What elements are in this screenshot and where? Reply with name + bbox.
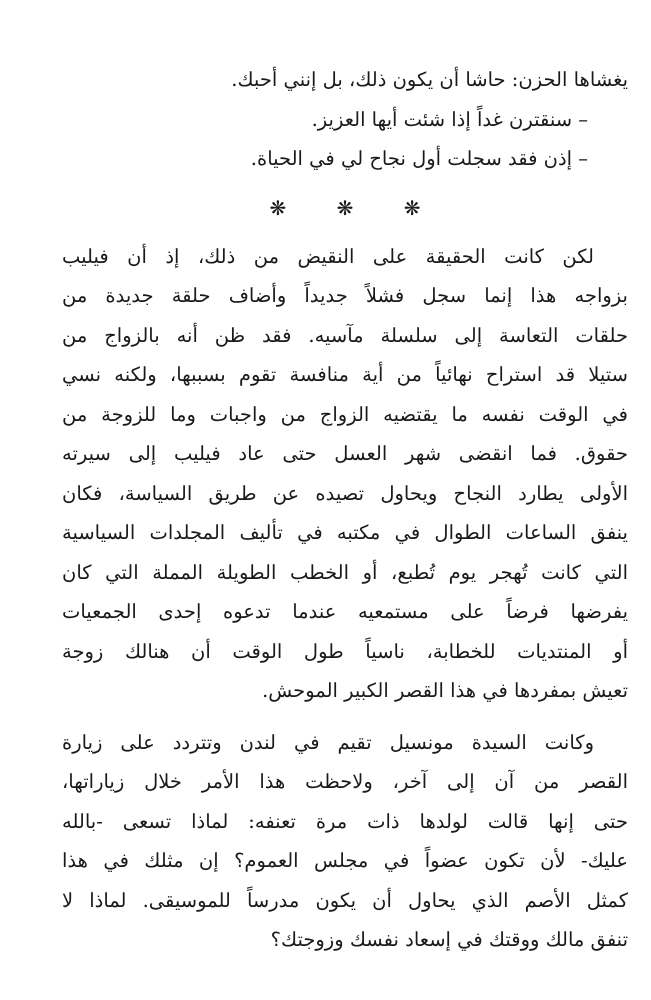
paragraph-1 <box>62 237 628 711</box>
dialogue-line: – سنقترن غداً إذا شئت أيها العزيز. <box>311 107 588 131</box>
text-line: وكانت السيدة مونسيل تقيم في لندن وتتردد على زيارة <box>62 730 594 754</box>
text-line: القصر من آن إلى آخر، ولاحظت هذا الأمر خلال زياراتها، <box>62 770 628 793</box>
text-line: تنفق مالك ووقتك في إسعاد نفسك وزوجتك؟ <box>270 928 628 951</box>
book-page <box>62 60 628 960</box>
text-line: الأولى يطارد النجاح ويحاول تصيده عن طريق السياسة، فكان <box>62 481 628 505</box>
text-line: كمثل الأصم الذي يحاول أن يكون مدرساً للموسيقى. لماذا لا <box>62 888 628 912</box>
text-line: بزواجه هذا إنما سجل فشلاً جديداً وأضاف حلقة جديدة من <box>62 284 628 307</box>
text-line: حتى إنها قالت لولدها ذات مرة تعنفه: لماذا تسعى -بالله <box>62 809 628 833</box>
text-line: أو المنتديات للخطابة، ناسياً طول الوقت أن هنالك زوجة <box>62 639 628 663</box>
section-separator: ❋ ❋ ❋ <box>269 195 443 220</box>
text-line: في الوقت نفسه ما يقتضيه الزواج من واجبات وما للزوجة من <box>62 402 628 426</box>
text-line: حلقات التعاسة إلى سلسلة مآسيه. فقد ظن أنه بالزواج من <box>62 323 628 347</box>
text-line: يفرضها فرضاً على مستمعيه عندما تدعوه إحدى الجمعيات <box>62 600 628 623</box>
dialogue-line: – إذن فقد سجلت أول نجاح لي في الحياة. <box>250 147 588 170</box>
paragraph-2 <box>62 723 628 960</box>
text-line: حقوق. فما انقضى شهر العسل حتى عاد فيليب إلى سيرته <box>62 442 628 465</box>
text-line: ينفق الساعات الطوال في مكتبه في تأليف المجلدات السياسية <box>62 521 628 544</box>
text-line: ستيلا قد استراح نهائياً من أية منافسة تقوم بسببها، ولكنه نسي <box>62 363 628 386</box>
dialogue-line: يغشاها الحزن: حاشا أن يكون ذلك، بل إنني أحبك. <box>231 68 628 91</box>
text-line: عليك- لأن تكون عضواً في مجلس العموم؟ إن مثلك في هذا <box>62 849 628 872</box>
text-line: التي كانت تُهجر يوم تُطبع، أو الخطب الطويلة المملة التي كان <box>62 560 628 584</box>
text-line: تعيش بمفردها في هذا القصر الكبير الموحش. <box>262 679 628 702</box>
paragraph-gap <box>62 711 628 723</box>
text-line: لكن كانت الحقيقة على النقيض من ذلك، إذ أن فيليب <box>62 244 594 268</box>
